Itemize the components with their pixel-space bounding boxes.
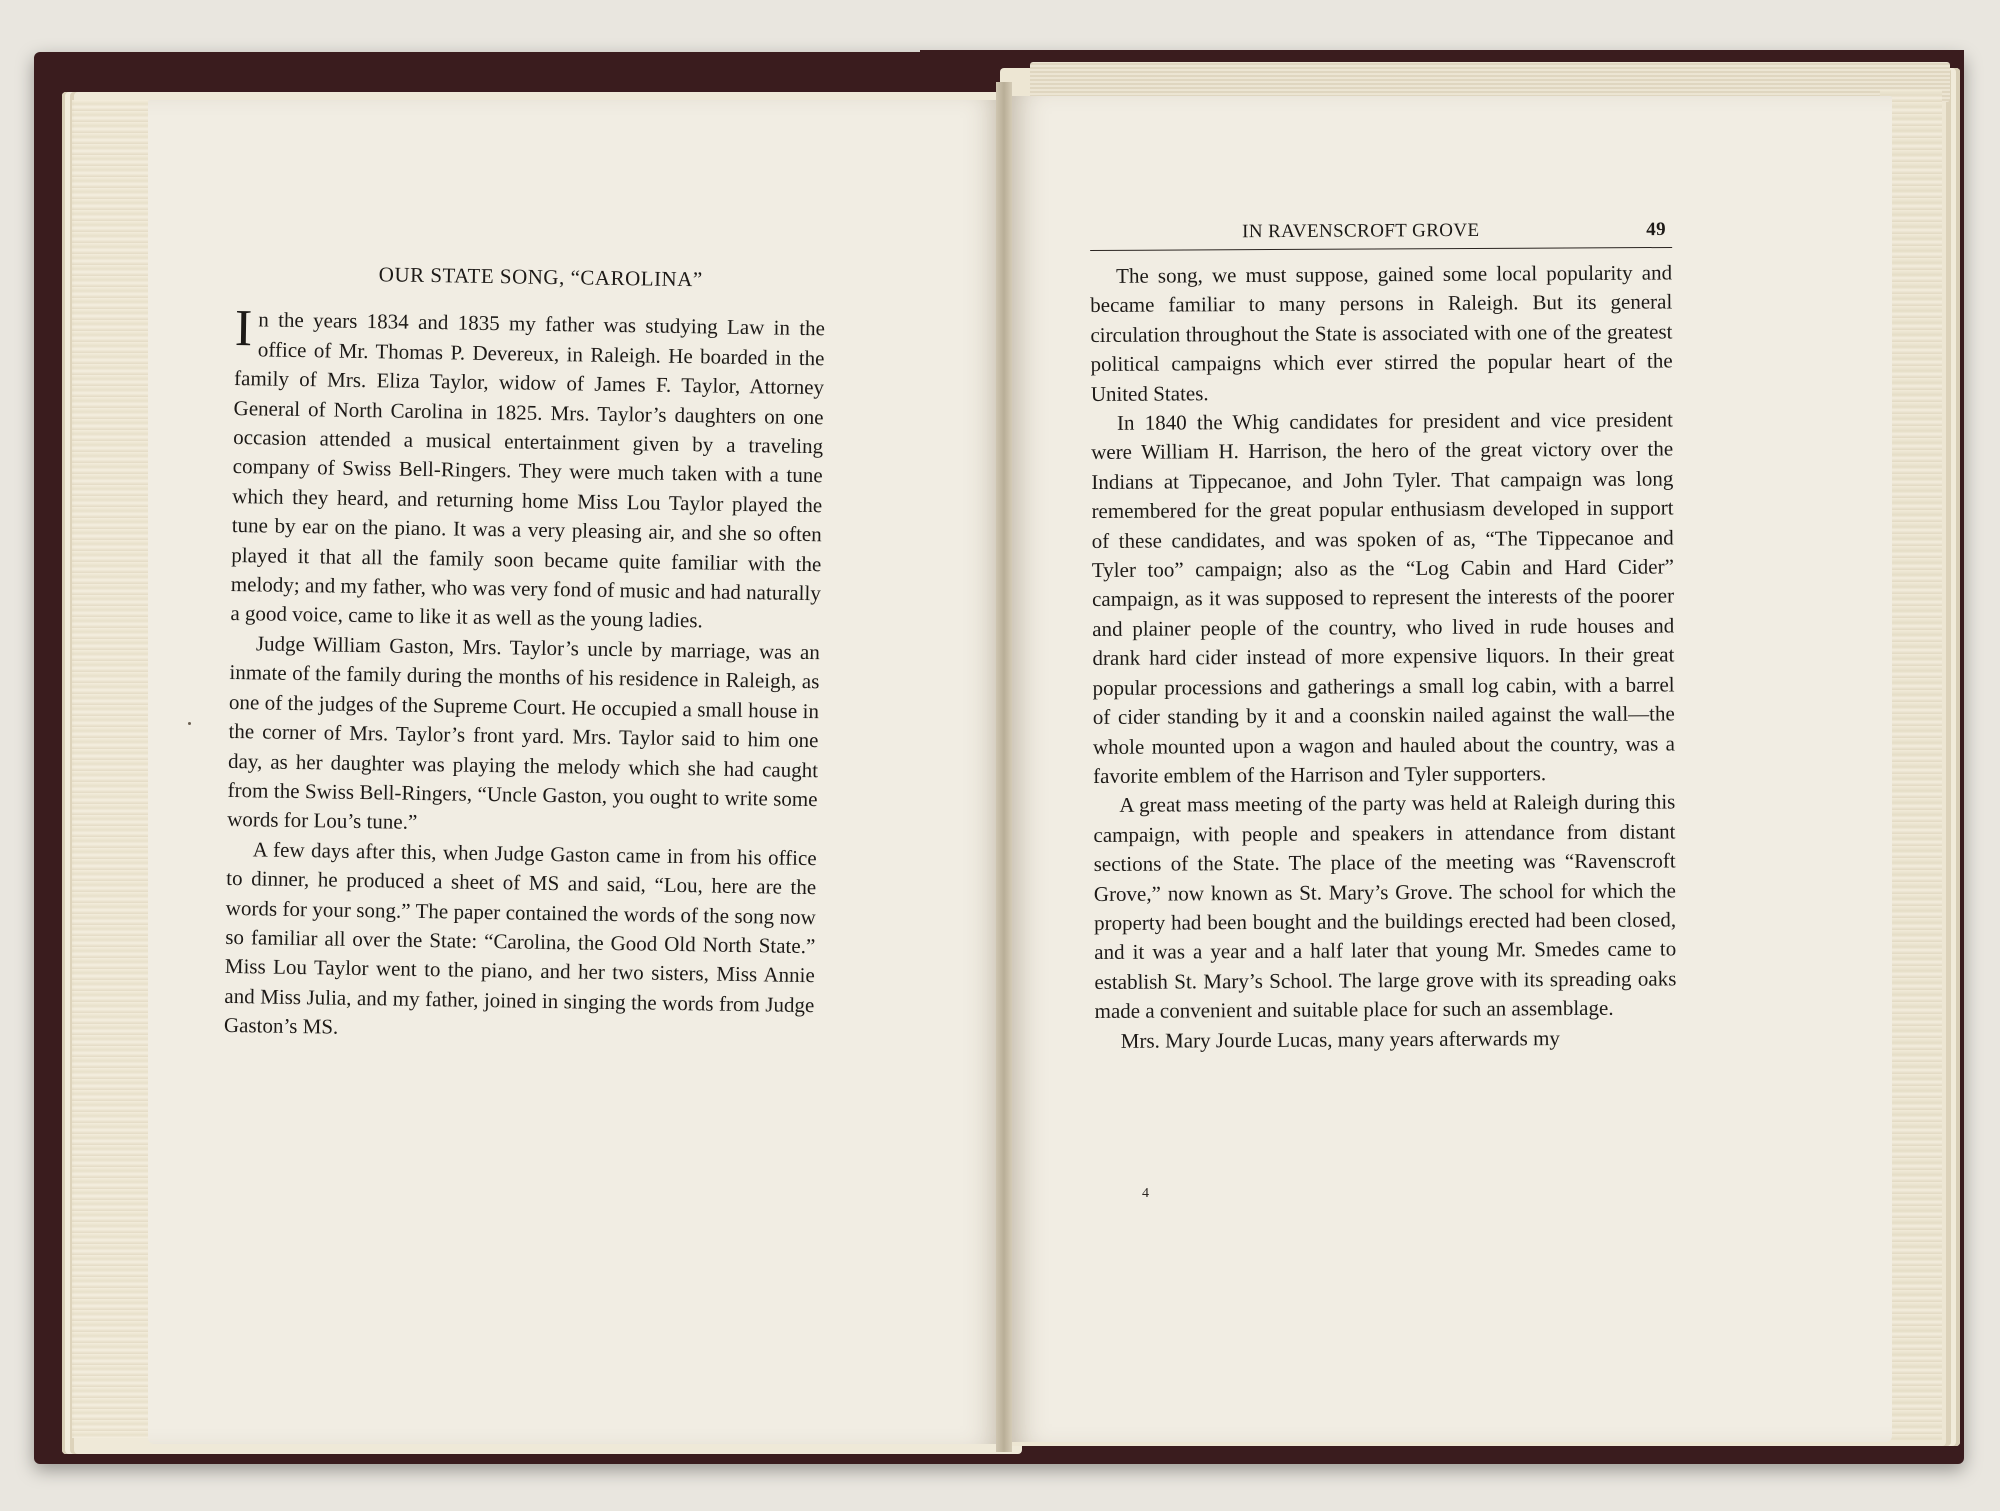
paragraph-7: Mrs. Mary Jourde Lucas, many years afterwards my	[1120, 1025, 1560, 1053]
paragraph-2: Judge William Gaston, Mrs. Taylor’s uncle by marriage, was an inmate of the family during the months of his residence in Raleigh, as one of the judges of the Supreme Court. He occupied a small house in the corner of Mrs. Taylor’s front yard. Mrs. Taylor said to him one day, as her daughter was playing the melody which she had caught from the Swiss Bell-Ringers, “Uncle Gaston, you ought to write some words for Lou’s tune.”	[226, 631, 821, 835]
left-page-text	[224, 258, 826, 1050]
paragraph-5: In 1840 the Whig candidates for president and vice president were William H. Harrison, the hero of the great victory over the Indians at Tippecanoe, and John Tyler. That campaign was long remembered for the great popular enthusiasm developed in support of these candidates, and was spoken of as, “The Tippecanoe and Tyler too” campaign; also as the “Log Cabin and Hard Cider” campaign, as it was supposed to represent the interests of the poorer and plainer people of the country, who lived in rude houses and drank hard cider instead of more expensive liquors. In their great popular processions and gatherings a small log cabin, with a barrel of cider standing by it and a coonskin nailed against the wall—the whole mounted upon a wagon and hauled about the country, was a favorite emblem of the Harrison and Tyler supporters.	[1091, 407, 1676, 788]
paragraph-1	[230, 300, 826, 638]
paragraph-6: A great mass meeting of the party was held at Raleigh during this campaign, with people and speakers in attendance from distant sections of the State. The place of the meeting was “Ravenscroft Grove,” now known as St. Mary’s Grove. The school for which the property had been bought and the buildings erected had been closed, and it was a year and a half later that young Mr. Smedes came to establish St. Mary’s School. The large grove with its spreading oaks made a convenient and suitable place for such an assemblage.	[1093, 789, 1677, 1024]
left-deckle-edge	[72, 100, 152, 1438]
paragraph-4: The song, we must suppose, gained some local popularity and became familiar to many persons in Raleigh. But its general circulation throughout the State is associated with one of the greatest political campaigns which ever stirred the popular heart of the United States.	[1090, 260, 1673, 406]
running-head	[1090, 217, 1672, 251]
right-page-text	[1090, 258, 1677, 1056]
page-number: 49	[1646, 218, 1667, 241]
paragraph-1-text: n the years 1834 and 1835 my father was studying Law in the office of Mr. Thomas P. Devereux, in Raleigh. He boarded in the family of Mrs. Eliza Taylor, widow of James F. Taylor, Attorney General of North Carolina in 1825. Mrs. Taylor’s daughters on one occasion attended a musical entertainment given by a traveling company of Swiss Bell-Ringers. They were much taken with a tune which they heard, and returning home Miss Lou Taylor played the tune by ear on the piano. It was a very pleasing air, and she so often played it that all the family soon became quite familiar with the melody; and my father, who was very fond of music and had naturally a good voice, came to like it as well as the young ladies.	[230, 307, 826, 633]
paper-speck	[188, 722, 191, 725]
chapter-title: OUR STATE SONG, “CAROLINA”	[378, 262, 703, 292]
drop-cap: I	[234, 300, 253, 358]
running-head-title: IN RAVENSCROFT GROVE	[1242, 219, 1480, 243]
book-gutter	[996, 82, 1012, 1452]
paragraph-3: A few days after this, when Judge Gaston came in from his office to dinner, he produced a sheet of MS and said, “Lou, here are the words for your song.” The paper contained the words of the song now so familiar all over the State: “Carolina, the Good Old North State.” Miss Lou Taylor went to the piano, and her two sisters, Miss Annie and Miss Julia, and my father, joined in singing the words from Judge Gaston’s MS.	[223, 837, 817, 1039]
signature-mark: 4	[1142, 1186, 1149, 1201]
